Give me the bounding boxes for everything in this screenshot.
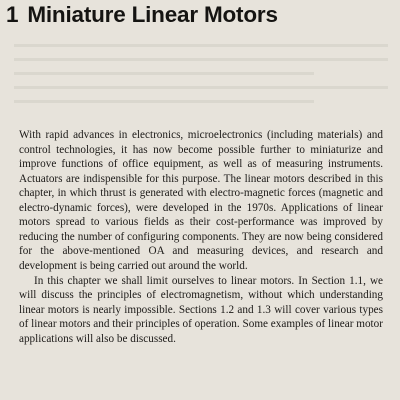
chapter-title: Miniature Linear Motors (27, 2, 278, 27)
show-through-line (14, 100, 314, 103)
show-through-line (14, 44, 388, 47)
show-through-line (14, 72, 314, 75)
chapter-heading (6, 2, 278, 28)
show-through-line (14, 58, 388, 61)
chapter-number: 1 (6, 2, 19, 27)
paragraph-outline: In this chapter we shall limit ourselves to linear motors. In Section 1.1, we will discuss the principles of electromagnetism, without which understanding linear motors is nearly impossible. Sections 1.2 and 1.3 will cover various types of linear motors and their principles of operation. Some examples of linear motor applications will also be discussed. (19, 274, 383, 345)
show-through-line (14, 86, 388, 89)
paragraph-intro: With rapid advances in electronics, microelectronics (including materials) and control technologies, it has now become possible further to miniaturize and improve functions of office equipment, as well as of measuring instruments. Actuators are indispensible for this purpose. The linear motors described in this chapter, in which thrust is generated with electro-magnetic forces (magnetic and electro-dynamic forces), were developed in the 1970s. Applications of linear motors spread to various fields as their cost-performance was improved by reducing the number of configuring components. They are now being considered for the above-mentioned OA and measuring devices, and research and development is being carried out around the world. (19, 129, 383, 272)
body-text (19, 128, 383, 346)
